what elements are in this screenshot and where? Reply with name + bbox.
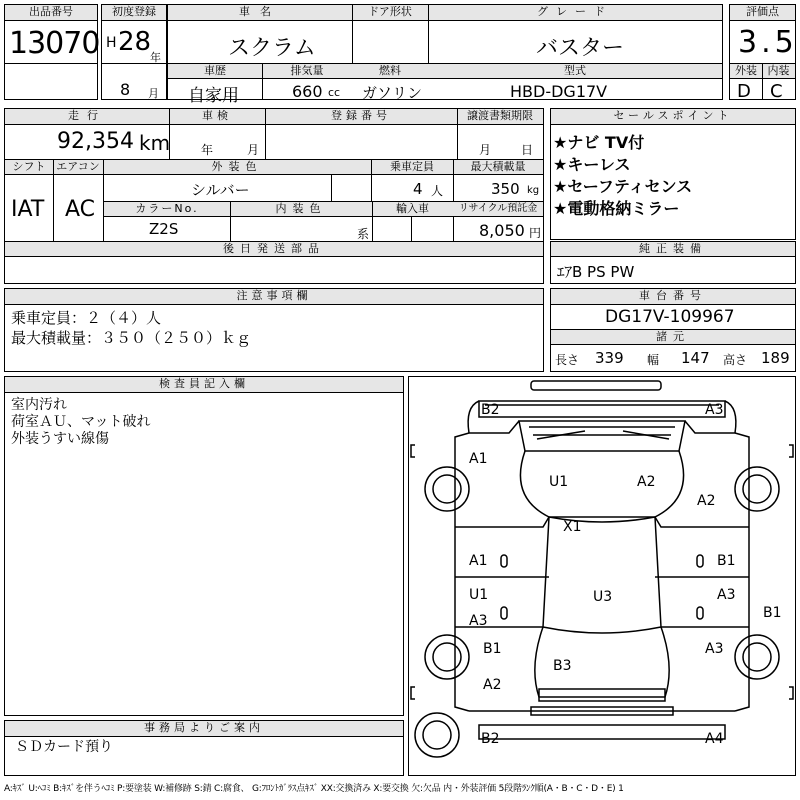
genuine-equipment-box — [550, 241, 796, 284]
history-label: 車歴 — [168, 64, 262, 79]
legend: A:ｷｽﾞ U:ﾍｺﾐ B:ｷｽﾞを伴うﾍｺﾐ P:要塗装 W:補修跡 S:錆 C:腐食、 G:ﾌﾛﾝﾄｶﾞﾗｽ点ｷｽﾞ XX:交換済み X:要交換 欠:欠品 内・外装評価 5段階ﾗﾝｸ順(A・B・C・D・E) 1 — [4, 784, 624, 794]
damage-mark: A3 — [717, 587, 736, 603]
year-unit: 年 — [150, 51, 161, 64]
damage-mark: B1 — [483, 641, 502, 657]
model-label: 型式 — [428, 64, 722, 79]
registration-year: 28 — [118, 27, 152, 57]
office-box — [4, 720, 404, 776]
color-no-label: カラーNo. — [104, 202, 230, 217]
width-label: 幅 — [647, 353, 660, 367]
shift-value: IAT — [11, 197, 45, 222]
genuine-equipment-label: 純正装備 — [551, 242, 795, 257]
score-label: 評価点 — [730, 5, 795, 21]
shift-label: シフト — [5, 160, 53, 175]
interior-label: 内装 — [762, 64, 795, 79]
sales-point-item: ★キーレス — [553, 155, 631, 174]
vehicle-info-box — [167, 4, 723, 106]
damage-mark: U1 — [469, 587, 489, 603]
import-label: 輸入車 — [372, 202, 453, 217]
max-load-value: 350 — [491, 180, 520, 198]
inspector-line: 室内汚れ — [11, 397, 67, 413]
first-registration-label: 初度登録 — [102, 5, 166, 21]
month-unit: 月 — [148, 87, 159, 100]
car-diagram-box — [408, 376, 796, 776]
lot-number-box — [4, 4, 98, 100]
inspector-label: 検査員記入欄 — [5, 377, 403, 393]
damage-mark: U3 — [593, 589, 613, 605]
damage-mark: B1 — [717, 553, 736, 569]
recycle-unit: 円 — [529, 226, 542, 240]
int-color-suffix: 系 — [357, 227, 370, 241]
lot-number: 13070 — [9, 26, 100, 61]
displacement-value: 660 — [292, 82, 323, 101]
dims-label: 諸元 — [551, 330, 795, 345]
exterior-label: 外装 — [730, 64, 762, 79]
mileage-label: 走行 — [5, 109, 169, 125]
first-registration-box — [101, 4, 167, 100]
sales-point-item: ★セーフティセンス — [553, 177, 693, 196]
damage-mark: A3 — [469, 613, 488, 629]
grade-label: グレード — [428, 5, 722, 21]
notes-line: 最大積載量：３５０（２５０）ｋｇ — [11, 329, 252, 347]
damage-mark: A2 — [483, 677, 502, 693]
history-value: 自家用 — [188, 86, 239, 106]
registration-era: H — [106, 35, 117, 51]
damage-mark: A3 — [705, 641, 724, 657]
ac-label: エアコン — [53, 160, 103, 175]
car-name: スクラム — [228, 36, 316, 61]
registration-month: 8 — [120, 80, 131, 99]
length-value: 339 — [595, 349, 624, 367]
transfer-day-unit: 日 — [521, 143, 534, 157]
model-value: HBD-DG17V — [510, 82, 608, 101]
displacement-unit: cc — [328, 86, 341, 99]
displacement-label: 排気量 — [262, 64, 352, 79]
transfer-label: 譲渡書類期限 — [457, 109, 543, 125]
fuel-value: ガソリン — [362, 84, 423, 102]
car-name-label: 車名 — [168, 5, 352, 21]
mileage-value: 92,354 — [57, 129, 134, 154]
sales-point-item: ★ナビ TV付 — [553, 133, 645, 152]
length-label: 長さ — [555, 353, 580, 367]
damage-mark: A2 — [637, 474, 656, 490]
chassis-number: DG17V-109967 — [605, 307, 735, 327]
sales-points-label: セールスポイント — [551, 109, 795, 125]
max-load-unit: kg — [527, 185, 540, 196]
color-no-value: Z2S — [149, 220, 179, 238]
max-load-label: 最大積載量 — [453, 160, 543, 175]
fuel-label: 燃料 — [352, 64, 428, 79]
transfer-month-unit: 月 — [479, 143, 492, 157]
capacity-value: 4 — [413, 180, 423, 198]
ext-color-value: シルバー — [191, 181, 250, 199]
damage-mark: B3 — [553, 658, 572, 674]
score-value: 3.5 — [738, 25, 798, 60]
genuine-equipment-value: ｴｱB PS PW — [557, 263, 635, 281]
reg-no-label: 登録番号 — [265, 109, 457, 125]
damage-mark: A1 — [469, 451, 488, 467]
ac-value: AC — [65, 197, 96, 222]
inspector-line: 荷室ＡＵ、マット破れ — [11, 414, 151, 430]
office-text: ＳＤカード預り — [15, 739, 113, 755]
lot-number-label: 出品番号 — [5, 5, 97, 21]
int-color-label: 内装色 — [230, 202, 372, 217]
chassis-box — [550, 288, 796, 372]
later-parts-label: 後日発送部品 — [5, 242, 543, 257]
mileage-unit: km — [139, 131, 171, 155]
damage-mark: A2 — [697, 493, 716, 509]
inspection-label: 車検 — [169, 109, 265, 125]
interior-grade: C — [770, 81, 783, 102]
notes-label: 注意事項欄 — [5, 289, 543, 305]
score-box — [729, 4, 796, 100]
height-label: 高さ — [723, 353, 748, 367]
damage-mark: A3 — [705, 402, 724, 418]
ext-color-label: 外装色 — [103, 160, 371, 175]
sales-points-box — [550, 108, 796, 240]
damage-mark: X1 — [563, 519, 582, 535]
chassis-label: 車台番号 — [551, 289, 795, 305]
height-value: 189 — [761, 349, 790, 367]
inspector-line: 外装うすい線傷 — [11, 431, 109, 447]
damage-mark: U1 — [549, 474, 569, 490]
damage-mark: B1 — [763, 605, 782, 621]
details-box — [4, 108, 544, 284]
office-label: 事務局よりご案内 — [5, 721, 403, 737]
damage-mark: A4 — [705, 731, 724, 747]
notes-line: 乗車定員：２（４）人 — [11, 309, 162, 327]
damage-mark: B2 — [481, 402, 500, 418]
car-diagram — [409, 377, 795, 775]
damage-mark: A1 — [469, 553, 488, 569]
inspection-month-unit: 月 — [247, 143, 260, 157]
capacity-label: 乗車定員 — [371, 160, 453, 175]
capacity-unit: 人 — [431, 184, 444, 198]
grade-value: バスター — [536, 36, 625, 61]
recycle-value: 8,050 — [479, 221, 525, 240]
door-label: ドア形状 — [352, 5, 428, 21]
damage-mark: B2 — [481, 731, 500, 747]
inspection-year-unit: 年 — [201, 143, 214, 157]
inspector-box — [4, 376, 404, 716]
sales-point-item: ★電動格納ミラー — [553, 199, 680, 218]
notes-box — [4, 288, 544, 372]
recycle-label: リサイクル預託金 — [453, 202, 543, 217]
width-value: 147 — [681, 349, 710, 367]
exterior-grade: D — [737, 81, 751, 102]
